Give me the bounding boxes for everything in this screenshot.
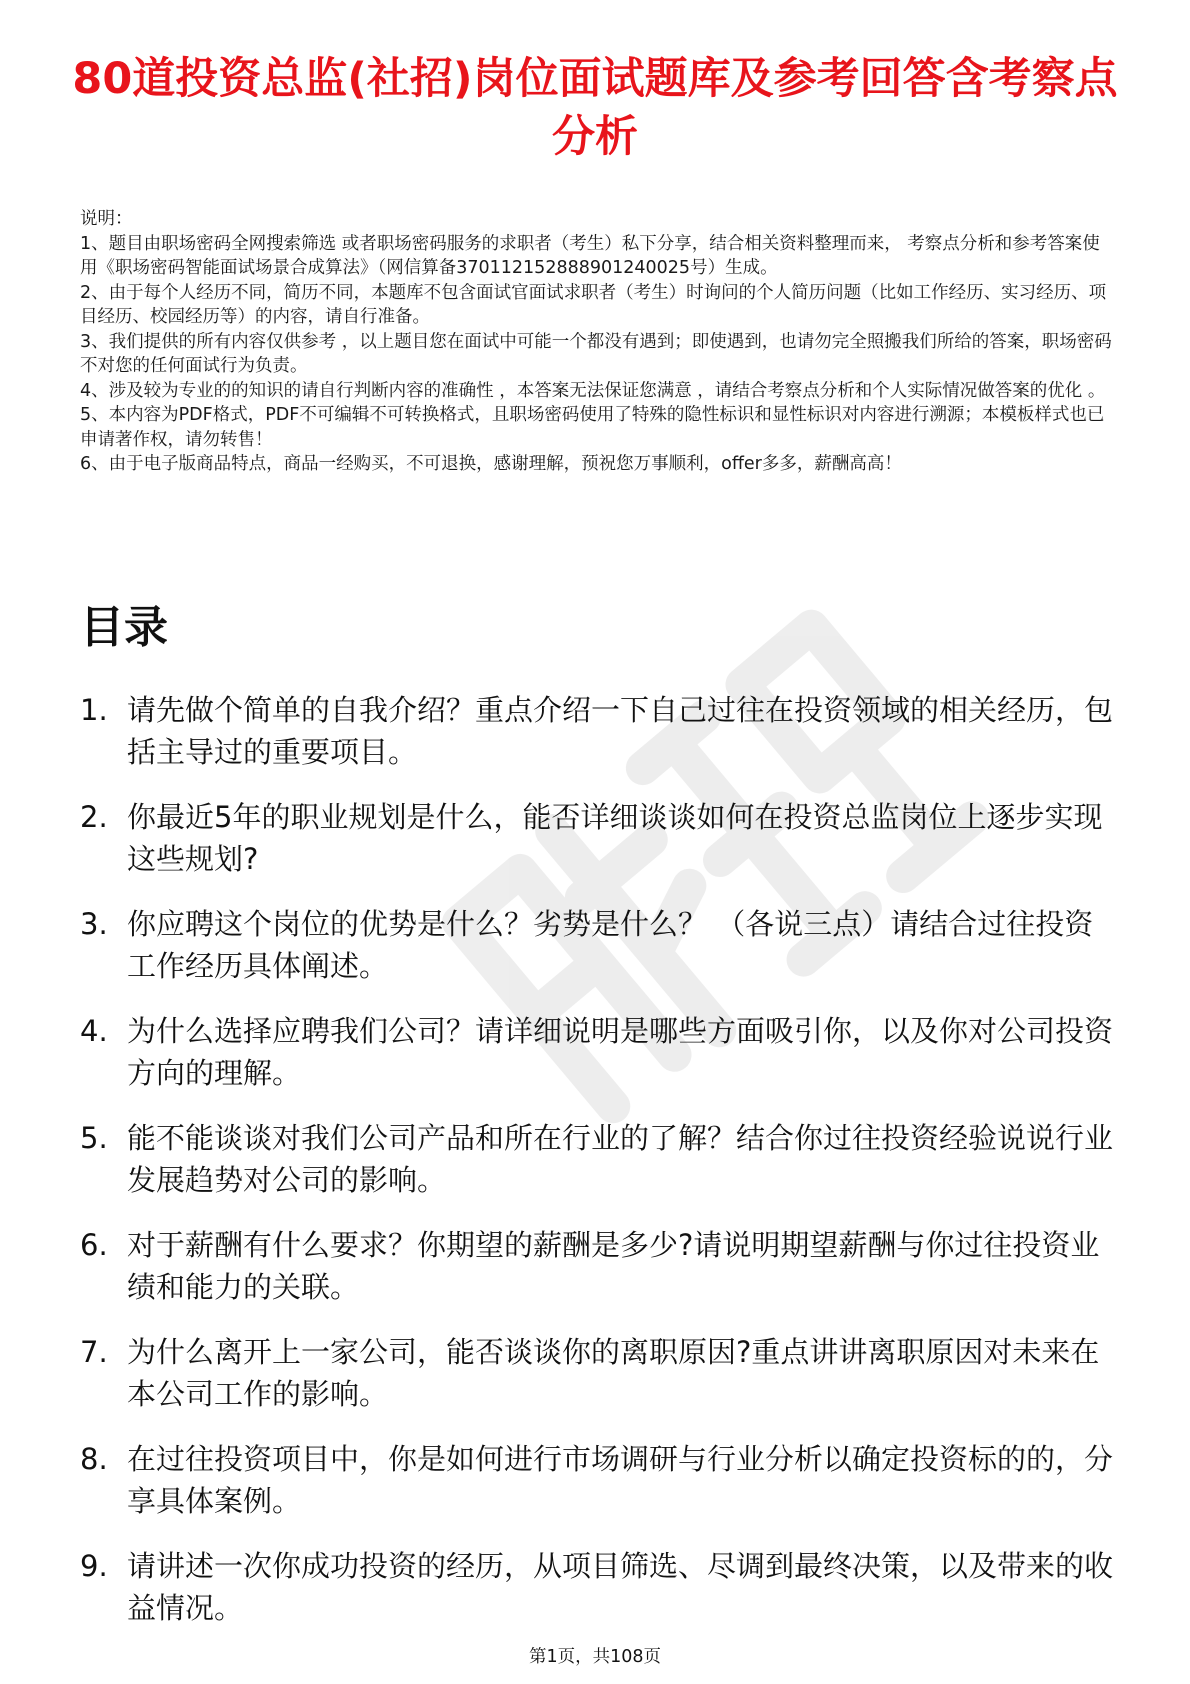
question-text: 在过往投资项目中，你是如何进行市场调研与行业分析以确定投资标的的，分享具体案例。 bbox=[127, 1442, 1114, 1518]
instructions-block bbox=[80, 207, 1115, 477]
question-text: 你应聘这个岗位的优势是什么？劣势是什么？ （各说三点）请结合过往投资工作经历具体阐述。 bbox=[127, 907, 1094, 983]
question-number: 4. bbox=[80, 1014, 108, 1048]
question-text: 为什么选择应聘我们公司？请详细说明是哪些方面吸引你，以及你对公司投资方向的理解。 bbox=[127, 1014, 1114, 1090]
note-line: 5、本内容为PDF格式，PDF不可编辑不可转换格式，且职场密码使用了特殊的隐性标识和显性标识对内容进行溯源；本模板样式也已申请著作权，请勿转售！ bbox=[80, 405, 1105, 450]
question-item bbox=[80, 690, 1120, 797]
note-line: 说明： bbox=[80, 209, 133, 229]
document-title: 80道投资总监(社招)岗位面试题库及参考回答含考察点分析 bbox=[72, 54, 1118, 162]
question-item bbox=[80, 1225, 1120, 1332]
note-line: 3、我们提供的所有内容仅供参考 ，以上题目您在面试中可能一个都没有遇到；即使遇到，也请勿完全照搬我们所给的答案，职场密码不对您的任何面试行为负责。 bbox=[80, 331, 1112, 376]
question-text: 你最近5年的职业规划是什么，能否详细谈谈如何在投资总监岗位上逐步实现这些规划? bbox=[127, 800, 1103, 876]
page-footer: 第1页，共108页 bbox=[528, 1647, 662, 1667]
question-text: 为什么离开上一家公司，能否谈谈你的离职原因?重点讲讲离职原因对未来在本公司工作的影响。 bbox=[127, 1335, 1100, 1411]
note-line: 4、涉及较为专业的的知识的请自行判断内容的准确性 ，本答案无法保证您满意 ，请结合考察点分析和个人实际情况做答案的优化 。 bbox=[80, 380, 1106, 401]
question-number: 5. bbox=[80, 1121, 108, 1155]
note-line: 1、题目由职场密码全网搜索筛选 或者职场密码服务的求职者（考生）私下分享，结合相关资料整理而来， 考察点分析和参考答案使用《职场密码智能面试场景合成算法》（网信算备370112152888901240025号）生成。 bbox=[80, 233, 1100, 278]
note-line: 2、由于每个人经历不同，简历不同，本题库不包含面试官面试求职者（考生）时询问的个人简历问题（比如工作经历、实习经历、项目经历、校园经历等）的内容，请自行准备。 bbox=[80, 282, 1107, 327]
question-item bbox=[80, 797, 1120, 904]
toc-heading: 目录 bbox=[80, 602, 168, 653]
note-line: 6、由于电子版商品特点，商品一经购买，不可退换，感谢理解，预祝您万事顺利，offer多多，薪酬高高！ bbox=[80, 454, 902, 474]
question-item bbox=[80, 1118, 1120, 1225]
question-number: 9. bbox=[80, 1549, 108, 1583]
question-text: 能不能谈谈对我们公司产品和所在行业的了解？结合你过往投资经验说说行业发展趋势对公司的影响。 bbox=[127, 1121, 1114, 1197]
question-item bbox=[80, 1011, 1120, 1118]
question-number: 2. bbox=[80, 800, 108, 834]
question-number: 1. bbox=[80, 693, 108, 727]
question-item bbox=[80, 1332, 1120, 1439]
question-text: 请讲述一次你成功投资的经历，从项目筛选、尽调到最终决策，以及带来的收益情况。 bbox=[127, 1549, 1114, 1625]
question-list bbox=[80, 690, 1120, 1653]
question-item bbox=[80, 1546, 1120, 1653]
question-text: 对于薪酬有什么要求？你期望的薪酬是多少?请说明期望薪酬与你过往投资业绩和能力的关联。 bbox=[127, 1228, 1100, 1304]
question-number: 8. bbox=[80, 1442, 108, 1476]
question-number: 6. bbox=[80, 1228, 108, 1262]
question-number: 7. bbox=[80, 1335, 108, 1369]
question-text: 请先做个简单的自我介绍？重点介绍一下自己过往在投资领域的相关经历，包括主导过的重要项目。 bbox=[127, 693, 1114, 769]
question-item bbox=[80, 1439, 1120, 1546]
question-number: 3. bbox=[80, 907, 108, 941]
question-item bbox=[80, 904, 1120, 1011]
